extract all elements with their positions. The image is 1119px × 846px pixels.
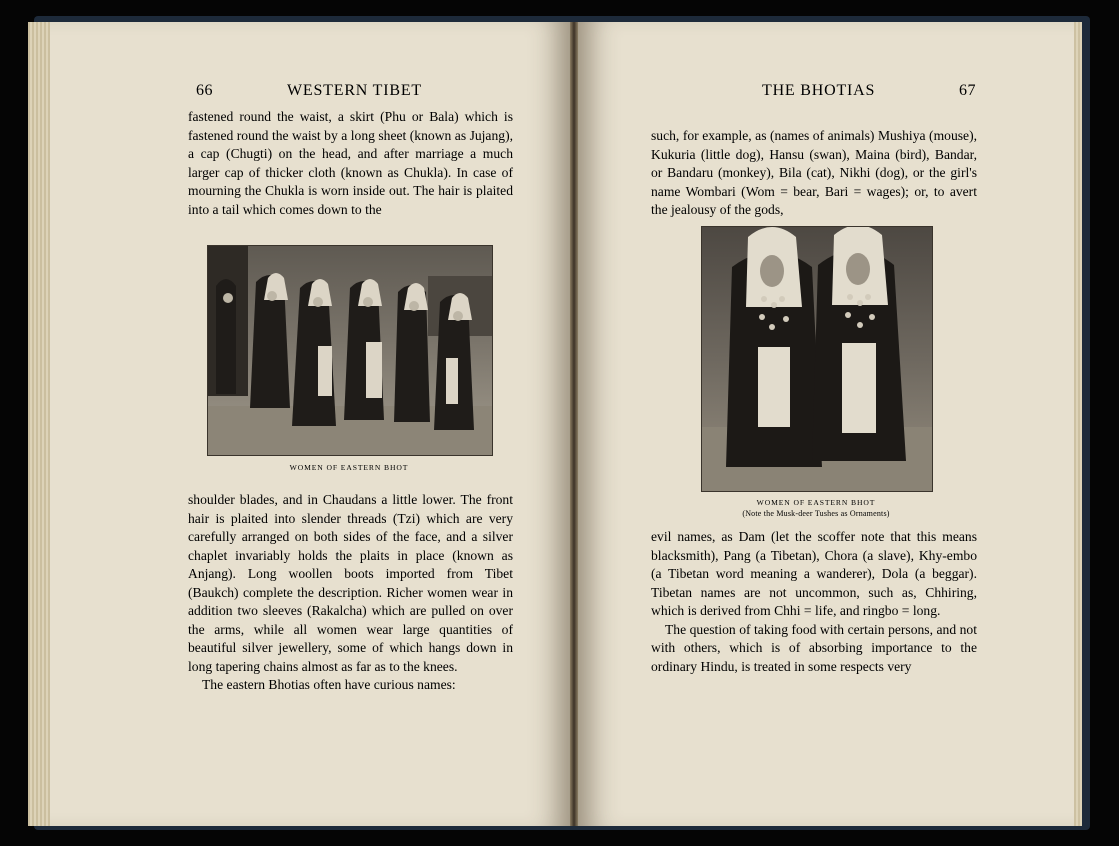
left-figure-caption: WOMEN OF EASTERN BHOT [289,463,409,472]
left-last-line: The eastern Bhotias often have curious names: [202,677,456,692]
right-page-number: 67 [959,82,976,99]
right-figure-caption: WOMEN OF EASTERN BHOT [756,498,876,507]
right-page-header [762,82,976,100]
left-photo-women-group [207,245,493,456]
book-gutter [570,22,578,826]
left-running-title: WESTERN TIBET [287,82,422,99]
right-figure-subcaption: (Note the Musk-deer Tushes as Ornaments) [742,509,890,518]
left-page-header [196,82,514,100]
right-last-paragraph: The question of taking food with certain persons, and not with others, which is of absorbing importance to the ordinary Hindu, is treated in some respects very [651,621,977,674]
left-top-paragraph: fastened round the waist, a skirt (Phu or Bala) which is fastened round the waist by a long sheet (known as Jujang), a cap (Chugti) on the head, and after marriage a much larger cap of thicker cloth (known as Chukla). In case of mourning the Chukla is worn inside out. The hair is plaited into a tail which comes down to the [188,109,513,217]
left-bottom-paragraph: shoulder blades, and in Chaudans a little lower. The front hair is plaited into slender threads (Tzi) which are very carefully arranged on both sides of the face, and a silver chaplet invariably holds the plaits in place (known as Anjang). Long woollen boots imported from Tibet (Baukch) complete the description. Richer women wear in addition two sleeves (Rakalcha) which are pulled on over the arms, while all women wear large quantities of beautiful silver jewellery, some of which hangs down in long tapering chains almost as far as to the knees. The eastern Bhotias often have curious names: [188,491,513,695]
left-page-number: 66 [196,82,213,99]
right-top-paragraph: such, for example, as (names of animals) Mushiya (mouse), Kukuria (little dog), Hansu (swan), Maina (bird), Bandar, or Bandaru (monkey), Bila (cat), Nikhi (dog), or the girl's name Wombari (Wom = bear, Bari = wages); or, to avert the jealousy of the gods, [651,128,977,217]
right-photo-two-women [701,226,933,492]
right-bottom-paragraph: evil names, as Dam (let the scoffer note that this means blacksmith), Pang (a Tibetan), Chora (a slave), Khy-embo (a Tibetan word meaning a wanderer), Dola (a beggar). Tibetan names are not uncommon, such as, Chhiring, which is derived from Chhi = life, and ringbo = long. The question of taking food with certain persons, and not with others, which is of absorbing importance to the ordinary Hindu, is treated in some respects very [651,528,977,676]
right-running-title: THE BHOTIAS [762,82,876,99]
